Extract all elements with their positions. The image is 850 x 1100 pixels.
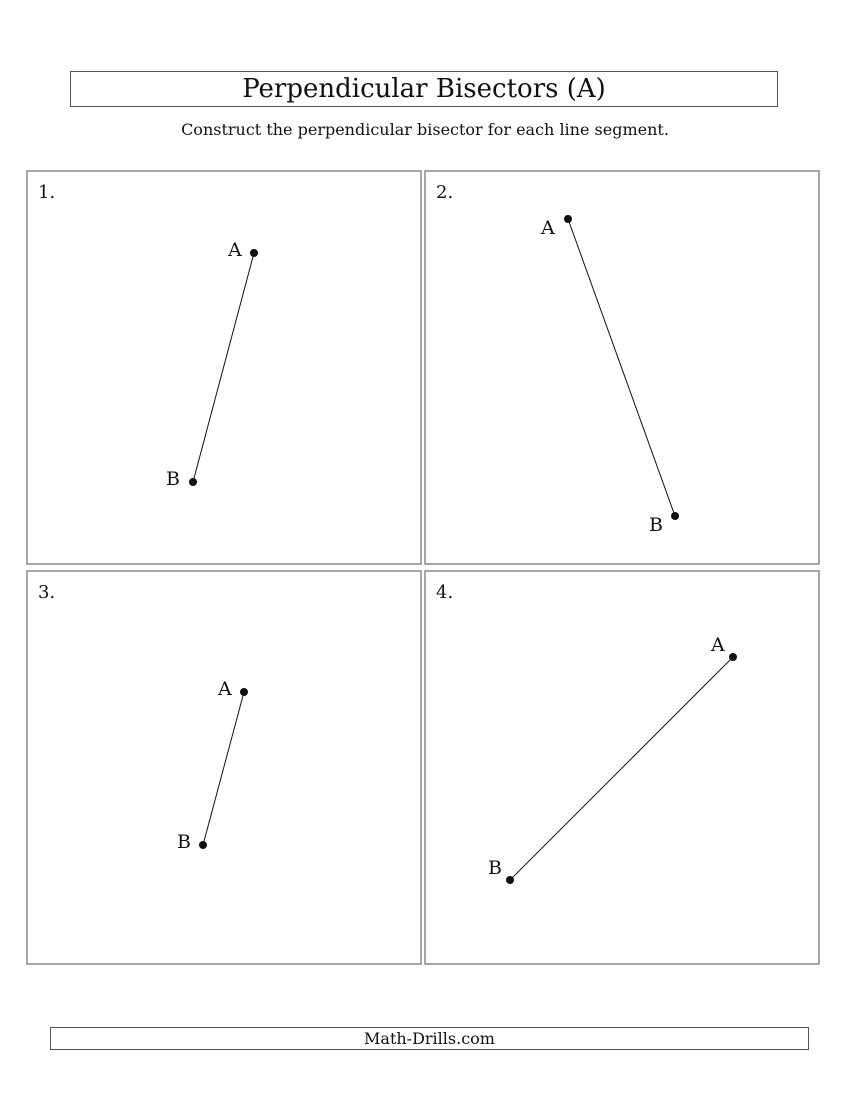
- point-a-label: A: [228, 239, 242, 261]
- point-a: [240, 688, 248, 696]
- line-segment: [193, 253, 254, 482]
- point-b-label: B: [177, 831, 191, 853]
- worksheet-title: Perpendicular Bisectors (A): [70, 71, 778, 107]
- problem-number: 1.: [38, 182, 56, 203]
- problem-number: 2.: [436, 182, 454, 203]
- line-segment: [510, 657, 733, 880]
- point-b: [189, 478, 197, 486]
- point-a-label: A: [541, 217, 555, 239]
- point-b: [671, 512, 679, 520]
- line-segment: [568, 219, 675, 516]
- problem-panel-3: [27, 571, 421, 964]
- point-a-label: A: [711, 634, 725, 656]
- point-b-label: B: [649, 514, 663, 536]
- problem-number: 3.: [38, 582, 56, 603]
- point-a: [564, 215, 572, 223]
- point-a: [729, 653, 737, 661]
- problem-panel-4: [425, 571, 819, 964]
- problem-panel-2: [425, 171, 819, 564]
- point-b-label: B: [166, 468, 180, 490]
- problem-panel-1: [27, 171, 421, 564]
- footer-site-credit: Math-Drills.com: [50, 1027, 809, 1050]
- point-b: [506, 876, 514, 884]
- point-b-label: B: [488, 857, 502, 879]
- instructions-text: Construct the perpendicular bisector for each line segment.: [181, 120, 669, 139]
- point-a-label: A: [218, 678, 232, 700]
- problem-number: 4.: [436, 582, 454, 603]
- point-b: [199, 841, 207, 849]
- point-a: [250, 249, 258, 257]
- line-segment: [203, 692, 244, 845]
